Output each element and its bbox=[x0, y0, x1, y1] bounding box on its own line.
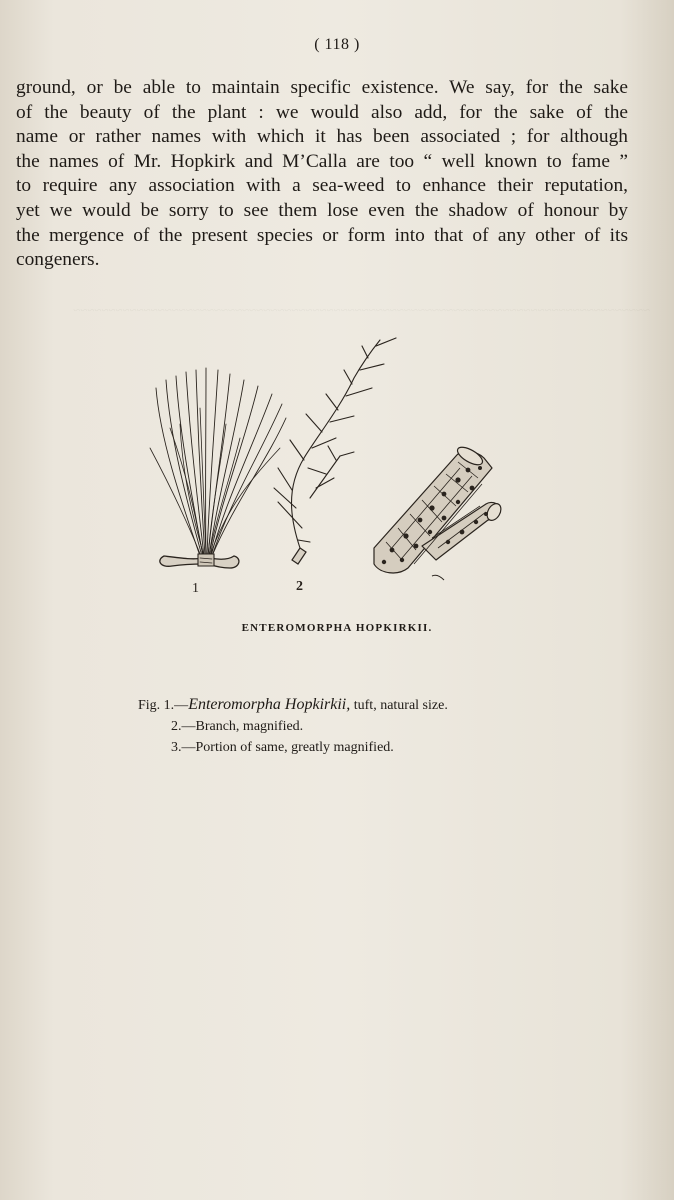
enteromorpha-illustration bbox=[140, 328, 510, 598]
cell-tissue-drawing bbox=[374, 444, 504, 580]
caption-fig-3: 3.—Portion of same, greatly magnified. bbox=[171, 740, 394, 755]
plate-title: ENTEROMORPHA HOPKIRKII. bbox=[241, 622, 433, 634]
branch-drawing bbox=[274, 338, 396, 564]
caption-fig-2: 2.—Branch, magnified. bbox=[171, 719, 304, 734]
caption-fig-1 bbox=[138, 694, 448, 716]
figure-label-1: 1 bbox=[192, 581, 199, 596]
body-line: of the beauty of the plant : we would also add, for the sake of the bbox=[16, 101, 628, 123]
tuft-drawing bbox=[150, 368, 286, 568]
body-line: name or rather names with which it has been associated ; for although bbox=[16, 126, 628, 148]
show-through-text: ~~~~~~~~~~~~~~~~~~~~~~~~~~~~~~~~~~~~~~~~~~~~~~~~~~~~~~~~~~~~~~~~~~~~~~~~~~~~~~~~~~ bbox=[73, 302, 650, 317]
figure-label-3: 3 bbox=[140, 328, 141, 329]
body-line: congeners. bbox=[16, 249, 100, 271]
illustration-svg bbox=[140, 328, 510, 598]
body-line: the names of Mr. Hopkirk and M’Calla are too “ well known to fame ” bbox=[16, 150, 628, 172]
caption-fig-1-rest: tuft, natural size. bbox=[350, 698, 448, 713]
page-number: ( 118 ) bbox=[314, 36, 360, 53]
body-line: the mergence of the present species or form into that of any other of its bbox=[16, 224, 628, 246]
figure-caption bbox=[138, 694, 448, 758]
body-line: ground, or be able to maintain specific existence. We say, for the sake bbox=[16, 77, 628, 98]
figure-label-2: 2 bbox=[296, 579, 303, 594]
caption-fig-1-prefix: Fig. 1.— bbox=[138, 698, 189, 713]
body-line: yet we would be sorry to see them lose even the shadow of honour by bbox=[16, 199, 628, 221]
body-paragraph bbox=[16, 76, 628, 273]
caption-species-name: Enteromorpha Hopkirkii, bbox=[188, 696, 351, 713]
body-line: to require any association with a sea-weed to enhance their reputation, bbox=[16, 175, 628, 197]
